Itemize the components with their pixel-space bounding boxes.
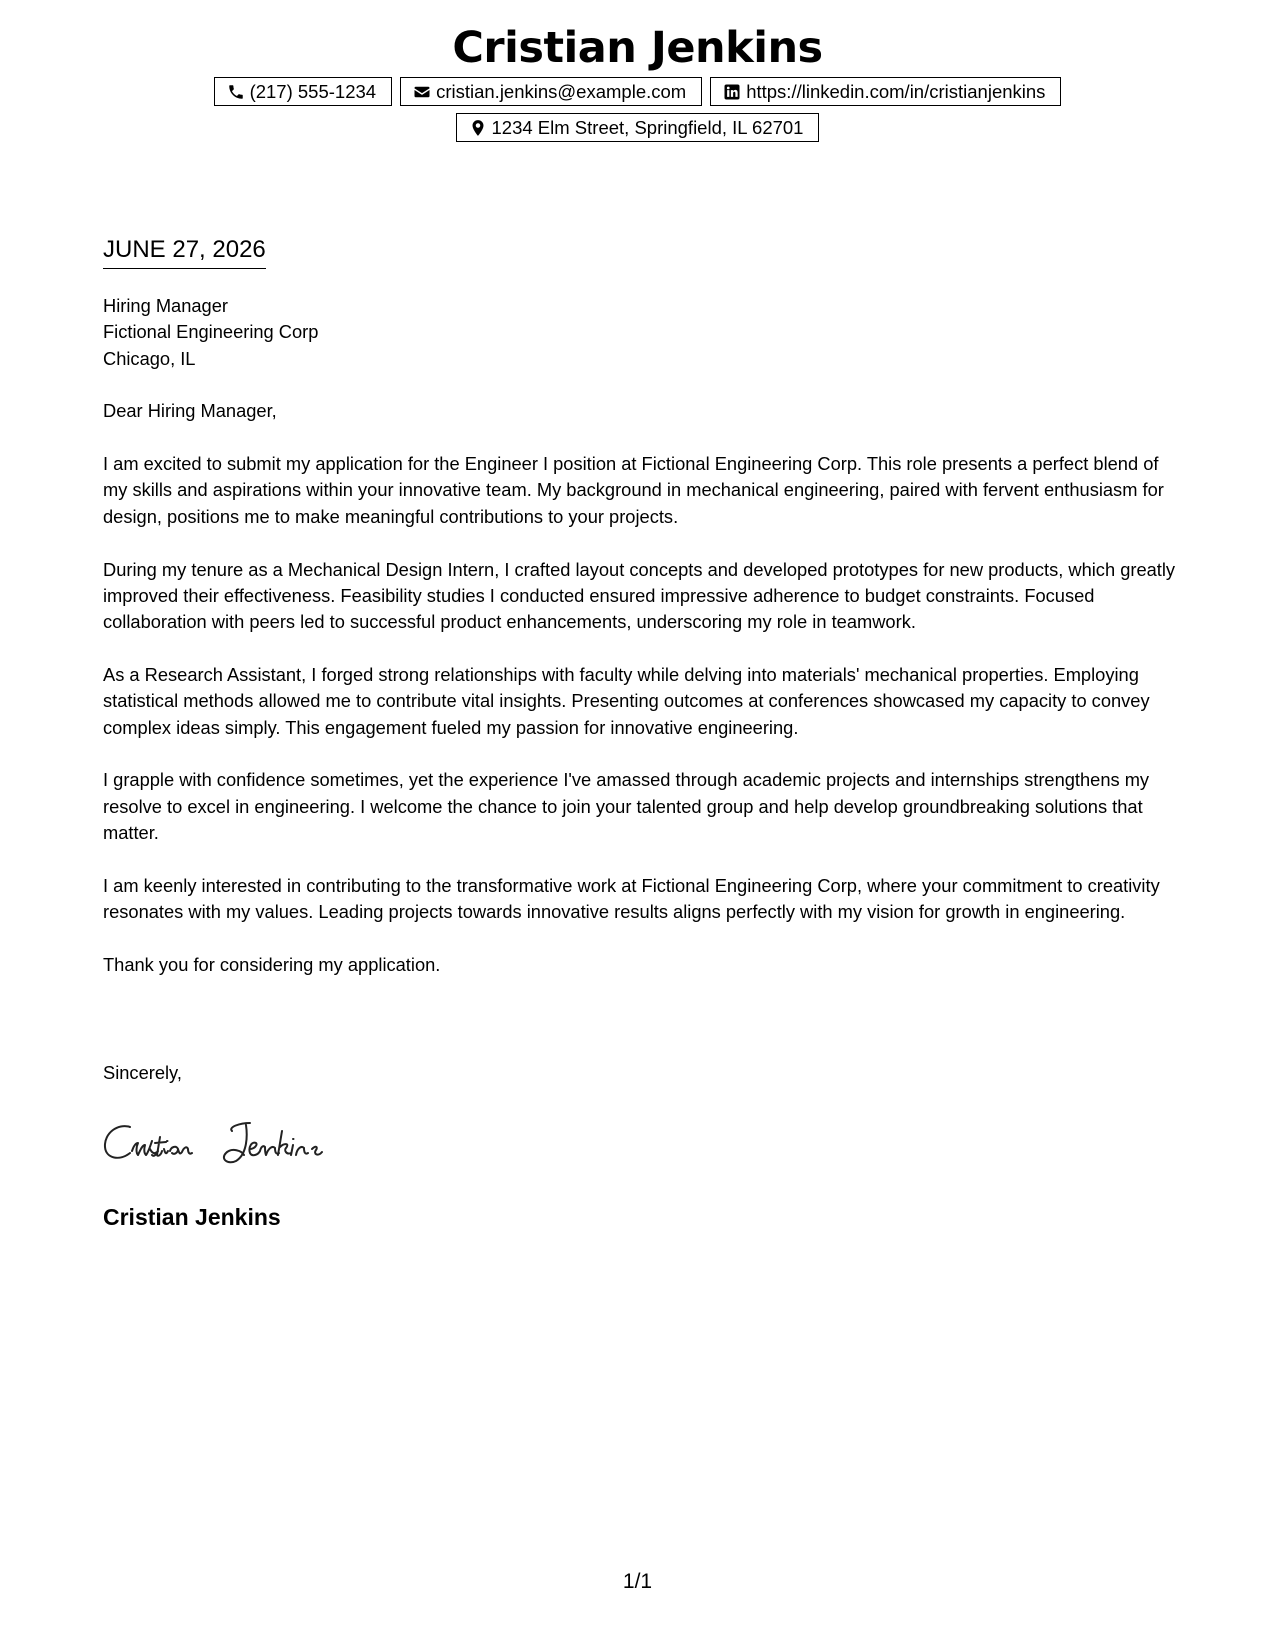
envelope-icon (413, 83, 431, 101)
email-text: cristian.jenkins@example.com (436, 80, 687, 102)
map-marker-icon (469, 119, 487, 137)
address-chip (456, 113, 820, 142)
page-number: 1/1 (622, 1570, 653, 1593)
applicant-name: Cristian Jenkins (452, 23, 823, 73)
paragraph: I grapple with confidence sometimes, yet the experience I've amassed through academic projects and internships strengthens my resolve to excel in engineering. I welcome the chance to join your talented group and help develop groundbreaking solutions that matter. (103, 769, 1150, 843)
email-chip[interactable] (400, 77, 702, 106)
phone-icon (227, 83, 245, 101)
phone-chip[interactable] (214, 77, 393, 106)
recipient-location: Chicago, IL (103, 347, 196, 369)
letter-date: JUNE 27, 2026 (103, 235, 266, 269)
signer-name: Cristian Jenkins (103, 1204, 281, 1230)
phone-text: (217) 555-1234 (249, 80, 377, 102)
recipient-company: Fictional Engineering Corp (103, 321, 319, 343)
address-row (0, 113, 1275, 142)
paragraph: I am keenly interested in contributing to the transformative work at Fictional Engineering Corp, where your commitment to creativity resonates with my values. Leading projects towards innovative results aligns perfectly with my vision for growth in engineering. (103, 874, 1160, 923)
contact-row (0, 77, 1275, 106)
paragraph: I am excited to submit my application for the Engineer I position at Fictional Engineering Corp. This role presents a perfect blend of my skills and aspirations within your innovative team. My background in mechanical engineering, paired with fervent enthusiasm for design, positions me to make meaningful contributions to your projects. (103, 453, 1164, 527)
letter-body (103, 293, 1183, 1005)
linkedin-icon (723, 83, 741, 101)
salutation: Dear Hiring Manager, (103, 400, 277, 422)
paragraph: During my tenure as a Mechanical Design Intern, I crafted layout concepts and developed prototypes for new products, which greatly improved their effectiveness. Feasibility studies I conducted ensured impressive adherence to budget constraints. Focused collaboration with peers led to successful product enhancements, underscoring my role in teamwork. (103, 558, 1176, 633)
address-text: 1234 Elm Street, Springfield, IL 62701 (491, 116, 804, 138)
letter-header (0, 22, 1275, 142)
linkedin-text: https://linkedin.com/in/cristianjenkins (746, 80, 1046, 102)
recipient-title: Hiring Manager (103, 295, 228, 316)
paragraph: Thank you for considering my application. (103, 953, 441, 975)
closing: Sincerely, (103, 1062, 182, 1083)
linkedin-chip[interactable] (710, 77, 1061, 106)
paragraph: As a Research Assistant, I forged strong relationships with faculty while delving into materials' mechanical properties. Employing statistical methods allowed me to contribute vital insights. Presenting outcomes at conferences showcased my capacity to convey complex ideas simply. This engagement fueled my passion for innovative engineering. (103, 663, 1150, 738)
handwritten-signature (100, 1115, 370, 1180)
signature-image (100, 1115, 370, 1175)
recipient-block (103, 293, 1183, 372)
